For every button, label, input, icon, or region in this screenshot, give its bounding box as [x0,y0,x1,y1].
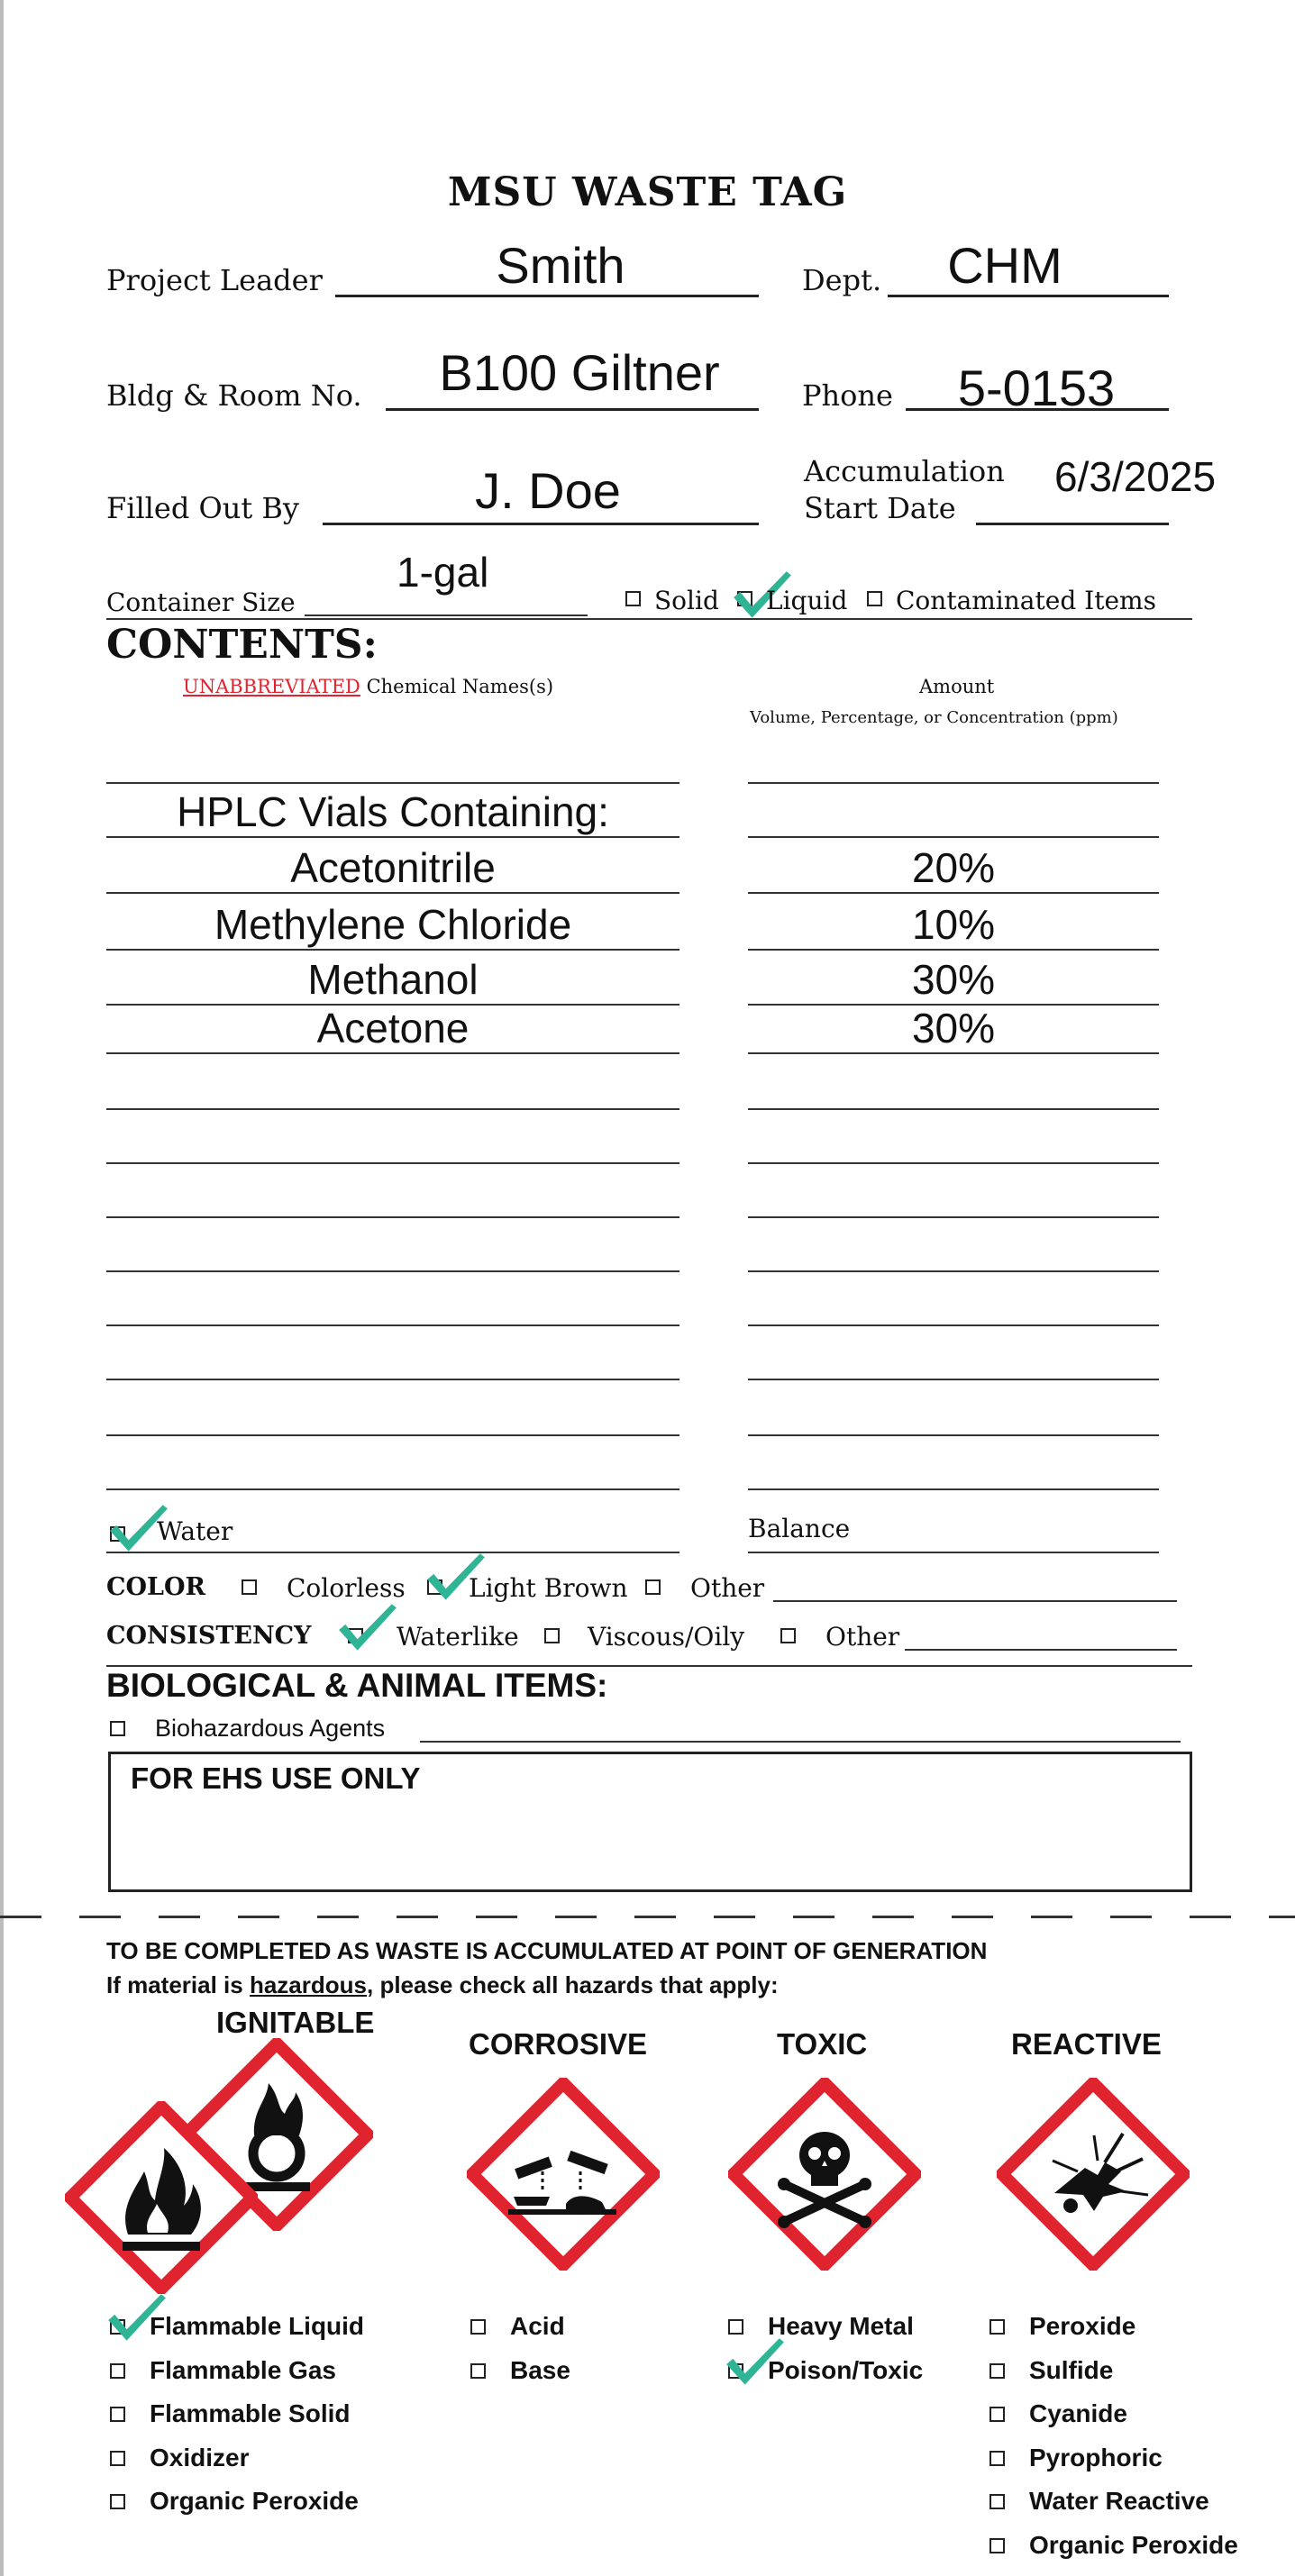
contaminated-items-checkbox[interactable] [867,591,882,606]
amount-field[interactable]: 20% [911,844,996,891]
filled-out-by-label: Filled Out By [106,491,299,525]
bldg-room-label: Bldg & Room No. [106,378,362,413]
chemical-names-header: UNABBREVIATED Chemical Names(s) [183,676,554,697]
toxic-heading: TOXIC [777,2027,868,2061]
reactive-item-label: Organic Peroxide [1029,2530,1238,2559]
amount-header: Amount [919,676,995,697]
amount-subheader: Volume, Percentage, or Concentration (ppm) [750,708,1118,727]
amount-field[interactable]: 30% [911,956,996,1003]
filled-out-by-line [323,523,759,525]
accumulation-label: Accumulation [804,454,1005,488]
cut-line-dash [476,1916,517,1918]
chemical-name-field[interactable]: Acetonitrile [290,844,496,891]
amount-line [748,1270,1159,1272]
cut-line-dash [1031,1916,1072,1918]
dept-label: Dept. [802,263,882,297]
ignitable-item-label: Flammable Liquid [150,2312,365,2340]
cut-line-dash [555,1916,597,1918]
page-edge [0,0,4,2576]
skull-pictogram-icon [728,2078,921,2271]
bldg-room-line [386,408,759,411]
form-title: MSU WASTE TAG [447,169,848,215]
reactive-item-checkbox[interactable] [989,2363,1005,2379]
solid-label: Solid [654,586,719,615]
corrosive-heading: CORROSIVE [469,2027,648,2061]
chemical-name-line [106,1324,679,1326]
toxic-item-label: Heavy Metal [768,2312,914,2340]
ignitable-item-label: Flammable Gas [150,2355,336,2384]
chemical-name-line [106,1270,679,1272]
amount-line [748,1324,1159,1326]
color-other-line [773,1600,1177,1602]
cut-line-dash [1110,1916,1152,1918]
cut-line-dash [634,1916,676,1918]
consistency-other-line [905,1649,1177,1651]
amount-line [748,1379,1159,1380]
chemical-name-line [106,1434,679,1436]
amount-line [748,892,1159,894]
ignitable-item-checkbox[interactable] [110,2363,125,2379]
balance-label: Balance [748,1514,851,1543]
start-date-field[interactable]: 6/3/2025 [1054,453,1217,500]
ignitable-item-label: Flammable Solid [150,2399,351,2427]
instructions-line-2: If material is hazardous, please check all hazards that apply: [106,1971,779,1998]
start-date-line [976,523,1169,525]
biohazardous-checkbox[interactable] [110,1721,125,1736]
bldg-room-field[interactable]: B100 Giltner [439,344,720,401]
viscous-oily-checkbox[interactable] [544,1628,560,1643]
waterlike-check-icon [335,1602,400,1658]
phone-label: Phone [802,378,893,413]
reactive-item-checkbox[interactable] [989,2319,1005,2335]
cut-line-dash [714,1916,755,1918]
ignitable-item-checkbox[interactable] [110,2407,125,2422]
cut-line-dash [238,1916,279,1918]
ignitable-item-checkbox[interactable] [110,2451,125,2466]
filled-out-by-field[interactable]: J. Doe [475,462,621,519]
cut-line-dash [79,1916,121,1918]
explosive-pictogram-icon [997,2078,1190,2271]
ignitable-item-checkbox[interactable] [110,2494,125,2509]
unabbreviated-note: UNABBREVIATED [183,676,360,697]
reactive-item-label: Pyrophoric [1029,2443,1163,2471]
reactive-item-checkbox[interactable] [989,2407,1005,2422]
project-leader-label: Project Leader [106,263,323,297]
biohazardous-line [420,1741,1181,1743]
balance-line [748,1552,1159,1553]
instructions-line-1: TO BE COMPLETED AS WASTE IS ACCUMULATED AT POINT OF GENERATION [106,1937,988,1964]
color-other-label: Other [690,1573,765,1603]
corrosive-pictogram-icon [467,2078,660,2271]
toxic-item-label: Poison/Toxic [768,2355,924,2384]
ignitable-heading: IGNITABLE [216,2006,375,2039]
colorless-checkbox[interactable] [242,1579,257,1595]
reactive-item-checkbox[interactable] [989,2494,1005,2509]
amount-line [748,782,1159,784]
reactive-item-checkbox[interactable] [989,2451,1005,2466]
chemical-name-field[interactable]: HPLC Vials Containing: [177,788,609,835]
chemical-name-line [106,949,679,951]
amount-line [748,1488,1159,1490]
reactive-item-label: Sulfide [1029,2355,1114,2384]
container-size-label: Container Size [106,587,296,617]
colorless-label: Colorless [287,1573,406,1603]
chemical-name-line [106,782,679,784]
corrosive-item-label: Acid [510,2312,565,2340]
amount-line [748,1162,1159,1164]
container-size-field[interactable]: 1-gal [397,549,489,596]
chemical-name-field[interactable]: Acetone [316,1005,470,1051]
dept-field[interactable]: CHM [947,237,1062,294]
chemical-name-line [106,836,679,838]
water-line [106,1552,679,1553]
chemical-name-line [106,1108,679,1110]
phone-field[interactable]: 5-0153 [957,360,1116,416]
consistency-other-label: Other [825,1622,900,1652]
solid-checkbox[interactable] [625,591,641,606]
cut-line-dash [397,1916,438,1918]
ehs-use-label: FOR EHS USE ONLY [131,1761,421,1795]
start-date-label: Start Date [804,491,956,525]
cut-line-dash [1269,1916,1295,1918]
chemical-name-line [106,892,679,894]
project-leader-field[interactable]: Smith [496,237,625,294]
cut-line-dash [1190,1916,1231,1918]
chemical-name-line [106,1052,679,1054]
reactive-heading: REACTIVE [1011,2027,1162,2061]
amount-field[interactable]: 30% [911,1005,996,1051]
contents-heading: CONTENTS: [106,622,378,668]
color-other-checkbox[interactable] [645,1579,661,1595]
reactive-item-label: Water Reactive [1029,2487,1209,2515]
chemical-name-line [106,1488,679,1490]
project-leader-line [335,295,759,297]
cut-line-dash [952,1916,993,1918]
color-label: COLOR [106,1573,205,1601]
amount-line [748,1108,1159,1110]
reactive-item-label: Peroxide [1029,2312,1136,2340]
waterlike-label: Waterlike [397,1622,519,1652]
cut-line-dash [872,1916,914,1918]
chemical-name-field[interactable]: Methylene Chloride [214,901,572,948]
biological-heading: BIOLOGICAL & ANIMAL ITEMS: [106,1667,608,1704]
consistency-other-checkbox[interactable] [780,1628,796,1643]
dept-line [888,295,1169,297]
ignitable-item-label: Oxidizer [150,2443,250,2471]
biohazardous-label: Biohazardous Agents [155,1715,386,1742]
chemical-name-line [106,1379,679,1380]
amount-line [748,1434,1159,1436]
amount-field[interactable]: 10% [911,901,996,948]
corrosive-item-checkbox[interactable] [470,2363,486,2379]
water-label: Water [157,1516,233,1546]
amount-line [748,1052,1159,1054]
amount-line [748,949,1159,951]
chemical-name-field[interactable]: Methanol [307,956,479,1003]
ignitable-item-label: Organic Peroxide [150,2487,359,2515]
chemical-name-line [106,1216,679,1218]
contaminated-items-label: Contaminated Items [896,586,1156,615]
container-rule [106,618,1192,620]
liquid-label: Liquid [766,586,848,615]
consistency-label: CONSISTENCY [106,1622,312,1650]
corrosive-item-label: Base [510,2355,570,2384]
cut-line-dash [0,1916,41,1918]
amount-line [748,836,1159,838]
flame-pictogram-icon [65,2101,258,2294]
reactive-item-label: Cyanide [1029,2399,1127,2427]
cut-line-dash [317,1916,359,1918]
reactive-item-checkbox[interactable] [989,2538,1005,2553]
viscous-oily-label: Viscous/Oily [588,1622,745,1652]
cut-line-dash [159,1916,200,1918]
chemical-name-line [106,1162,679,1164]
toxic-item-checkbox[interactable] [728,2319,743,2335]
container-size-line [305,614,588,616]
light-brown-label: Light Brown [469,1573,628,1603]
ehs-use-box [108,1752,1192,1892]
amount-line [748,1216,1159,1218]
cut-line-dash [793,1916,834,1918]
corrosive-item-checkbox[interactable] [470,2319,486,2335]
